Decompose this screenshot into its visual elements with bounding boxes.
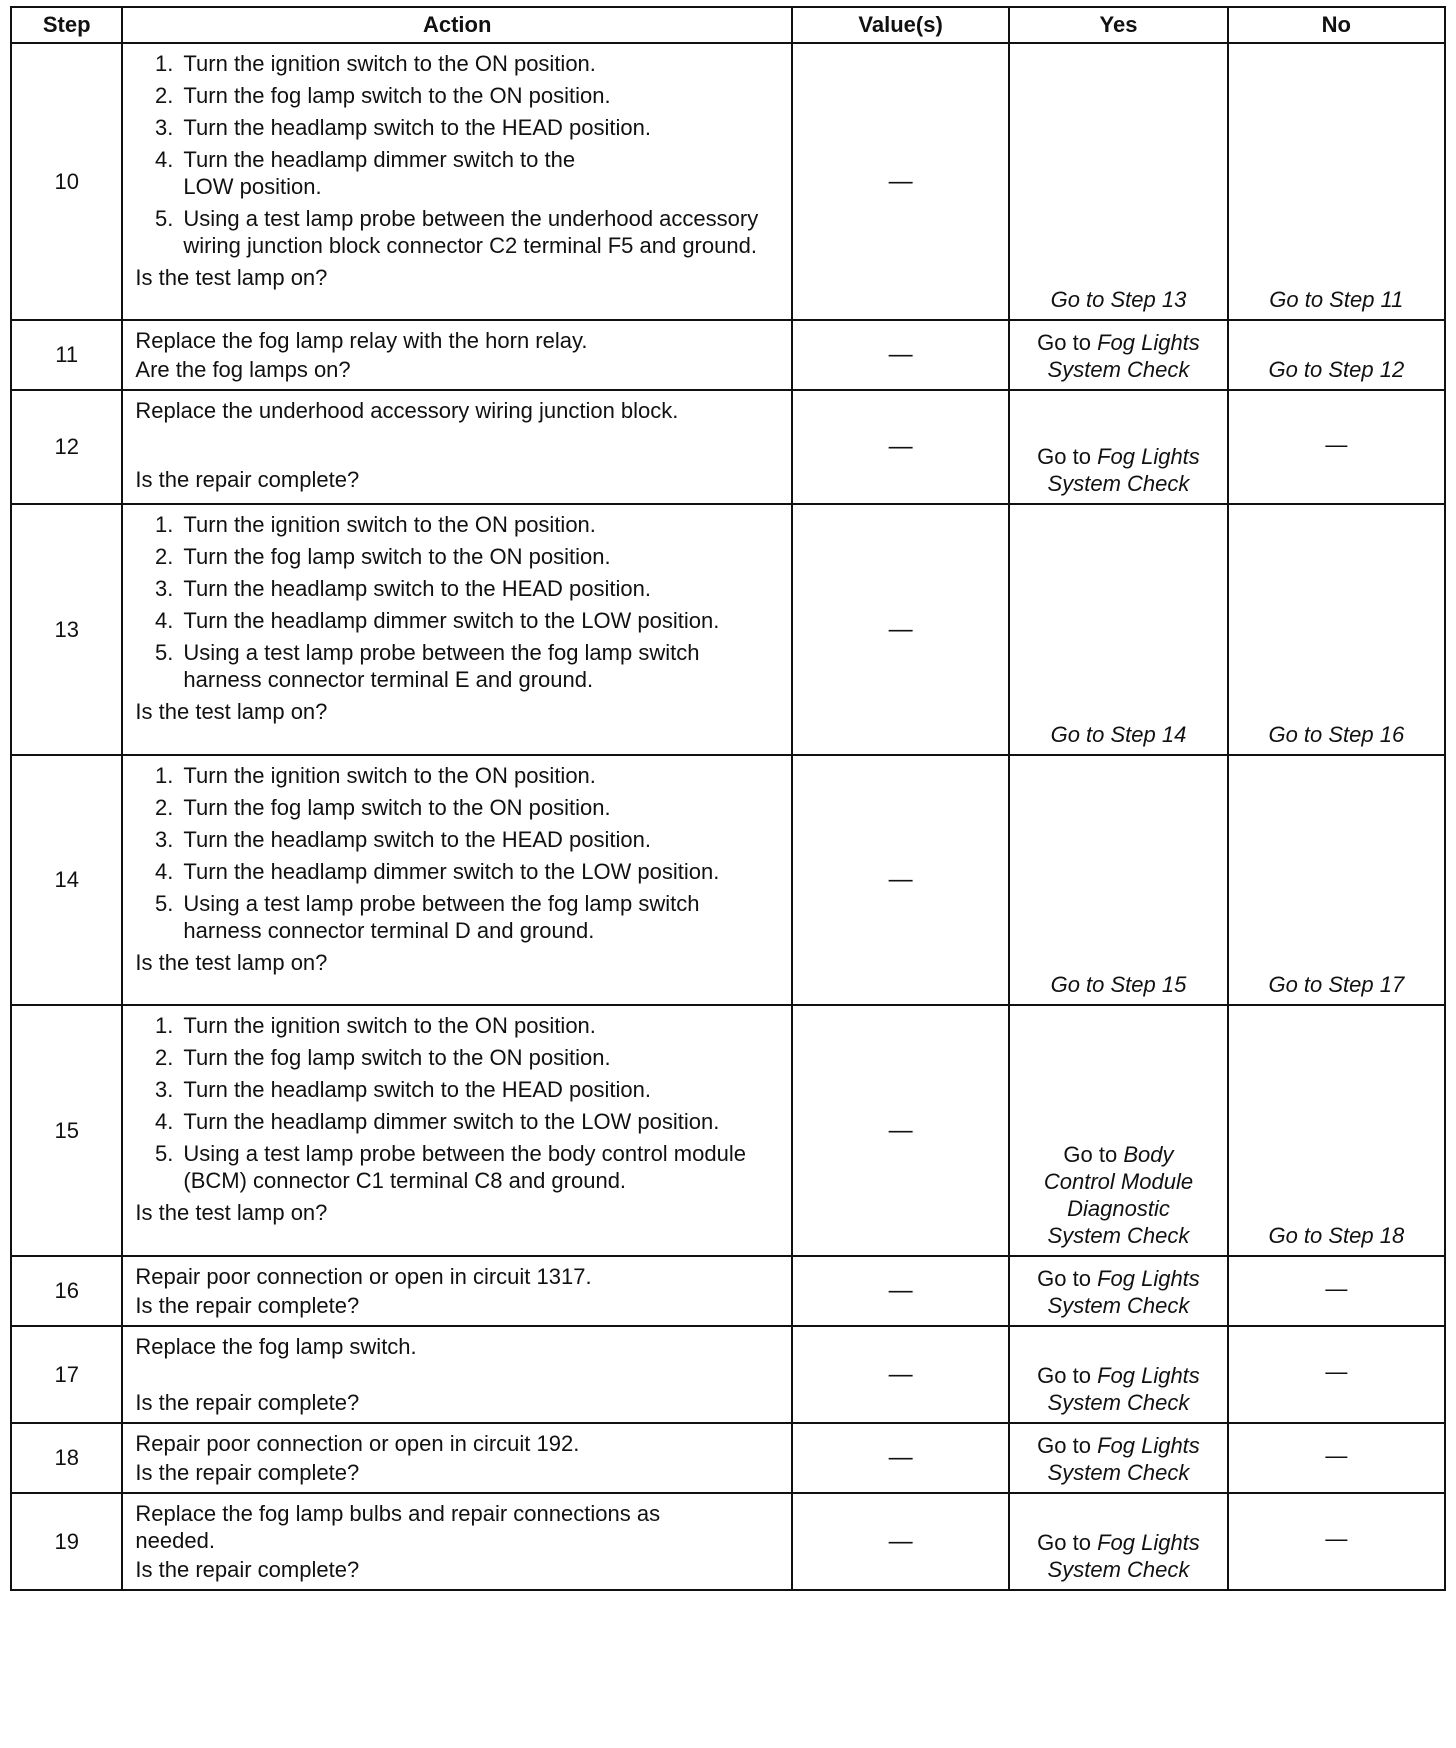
question: Is the test lamp on? (135, 1200, 328, 1225)
header-action: Action (122, 7, 792, 43)
no-cell (1228, 755, 1445, 1005)
list-item: 2. Turn the fog lamp switch to the ON position. (155, 83, 611, 108)
header-no: No (1228, 7, 1445, 43)
yes-cell: Go to Fog Lights System Check (1009, 1256, 1227, 1326)
value-cell: — (792, 1326, 1009, 1423)
table-row (11, 1256, 1445, 1326)
no-cell (1228, 1005, 1445, 1256)
action-cell (122, 1493, 792, 1590)
value-cell: — (792, 1493, 1009, 1590)
question: Are the fog lamps on? (135, 357, 351, 382)
yes-cell: Go to Fog Lights System Check (1009, 390, 1227, 504)
no-link: Go to Step 12 (1268, 357, 1405, 382)
yes-link: Go to Step 15 (1050, 972, 1187, 997)
value-cell: — (792, 43, 1009, 320)
action-list (135, 1012, 781, 1194)
no-cell (1228, 320, 1445, 390)
no-cell: — (1228, 1256, 1445, 1326)
question: Is the test lamp on? (135, 265, 328, 290)
yes-cell: Go to Fog Lights System Check (1009, 1423, 1227, 1493)
list-item: 3. Turn the headlamp switch to the HEAD position. (155, 115, 651, 140)
action-text: Repair poor connection or open in circuit 1317. (135, 1264, 592, 1289)
action-cell (122, 390, 792, 504)
step-number: 12 (11, 390, 122, 504)
action-cell (122, 1256, 792, 1326)
action-cell (122, 1326, 792, 1423)
no-link: Go to Step 16 (1268, 722, 1405, 747)
step-number: 11 (11, 320, 122, 390)
step-number: 18 (11, 1423, 122, 1493)
value-cell: — (792, 1256, 1009, 1326)
yes-cell: Go to Fog Lights System Check (1009, 1493, 1227, 1590)
list-item: 4. Turn the headlamp dimmer switch to the LOW position. (155, 147, 576, 199)
step-number: 15 (11, 1005, 122, 1256)
step-number: 14 (11, 755, 122, 1005)
header-row (11, 7, 1445, 43)
value-cell: — (792, 1005, 1009, 1256)
table-row (11, 390, 1445, 504)
list-item: 4. Turn the headlamp dimmer switch to the LOW position. (155, 1109, 720, 1134)
yes-link: Go to Step 14 (1050, 722, 1187, 747)
table-row (11, 1326, 1445, 1423)
no-cell: — (1228, 1326, 1445, 1423)
no-cell: — (1228, 1493, 1445, 1590)
action-cell (122, 504, 792, 755)
step-number: 10 (11, 43, 122, 320)
table-row (11, 1005, 1445, 1256)
value-cell: — (792, 1423, 1009, 1493)
action-cell (122, 43, 792, 320)
table-row (11, 1423, 1445, 1493)
action-list (135, 511, 781, 693)
step-number: 16 (11, 1256, 122, 1326)
action-text: Replace the fog lamp switch. (135, 1334, 417, 1359)
action-cell (122, 320, 792, 390)
list-item: 5. Using a test lamp probe between the underhood accessory wiring junction block connector C2 terminal F5 and ground. (155, 206, 759, 258)
yes-link: Go to Step 13 (1050, 287, 1187, 312)
value-cell: — (792, 390, 1009, 504)
action-text: Replace the fog lamp bulbs and repair connections as needed. (135, 1501, 661, 1553)
table-row (11, 755, 1445, 1005)
no-cell (1228, 43, 1445, 320)
step-number: 13 (11, 504, 122, 755)
list-item: 5. Using a test lamp probe between the body control module (BCM) connector C1 terminal C8 and ground. (155, 1141, 746, 1193)
action-text: Repair poor connection or open in circuit 192. (135, 1431, 580, 1456)
yes-cell (1009, 43, 1227, 320)
action-text: Replace the underhood accessory wiring junction block. (135, 398, 679, 423)
header-step: Step (11, 7, 122, 43)
list-item: 2. Turn the fog lamp switch to the ON position. (155, 544, 611, 569)
question: Is the repair complete? (135, 1557, 360, 1582)
header-values: Value(s) (792, 7, 1009, 43)
header-yes: Yes (1009, 7, 1227, 43)
list-item: 1. Turn the ignition switch to the ON position. (155, 1013, 596, 1038)
list-item: 5. Using a test lamp probe between the fog lamp switch harness connector terminal D and ground. (155, 891, 700, 943)
table-row (11, 320, 1445, 390)
list-item: 3. Turn the headlamp switch to the HEAD position. (155, 1077, 651, 1102)
action-cell (122, 755, 792, 1005)
action-cell (122, 1423, 792, 1493)
step-number: 19 (11, 1493, 122, 1590)
yes-cell: Go to Body Control Module Diagnostic System Check (1009, 1005, 1227, 1256)
no-link: Go to Step 18 (1268, 1223, 1405, 1248)
yes-cell: Go to Fog Lights System Check (1009, 320, 1227, 390)
list-item: 2. Turn the fog lamp switch to the ON position. (155, 1045, 611, 1070)
list-item: 5. Using a test lamp probe between the fog lamp switch harness connector terminal E and ground. (155, 640, 700, 692)
yes-cell (1009, 504, 1227, 755)
list-item: 1. Turn the ignition switch to the ON position. (155, 51, 596, 76)
table-row (11, 43, 1445, 320)
no-cell: — (1228, 390, 1445, 504)
no-cell: — (1228, 1423, 1445, 1493)
list-item: 3. Turn the headlamp switch to the HEAD position. (155, 576, 651, 601)
question: Is the repair complete? (135, 1293, 360, 1318)
table-row (11, 1493, 1445, 1590)
table-row (11, 504, 1445, 755)
question: Is the test lamp on? (135, 950, 328, 975)
yes-cell (1009, 755, 1227, 1005)
value-cell: — (792, 320, 1009, 390)
action-text: Replace the fog lamp relay with the horn relay. (135, 328, 588, 353)
no-cell (1228, 504, 1445, 755)
list-item: 4. Turn the headlamp dimmer switch to the LOW position. (155, 859, 720, 884)
value-cell: — (792, 504, 1009, 755)
action-list (135, 50, 781, 259)
list-item: 3. Turn the headlamp switch to the HEAD position. (155, 827, 651, 852)
action-list (135, 762, 781, 944)
no-link: Go to Step 11 (1269, 287, 1404, 312)
question: Is the test lamp on? (135, 699, 328, 724)
no-link: Go to Step 17 (1268, 972, 1405, 997)
list-item: 1. Turn the ignition switch to the ON position. (155, 512, 596, 537)
question: Is the repair complete? (135, 1460, 360, 1485)
yes-cell: Go to Fog Lights System Check (1009, 1326, 1227, 1423)
question: Is the repair complete? (135, 1390, 360, 1415)
list-item: 2. Turn the fog lamp switch to the ON position. (155, 795, 611, 820)
diagnostic-table (10, 6, 1446, 1591)
list-item: 1. Turn the ignition switch to the ON position. (155, 763, 596, 788)
action-cell (122, 1005, 792, 1256)
step-number: 17 (11, 1326, 122, 1423)
list-item: 4. Turn the headlamp dimmer switch to the LOW position. (155, 608, 720, 633)
question: Is the repair complete? (135, 467, 360, 492)
value-cell: — (792, 755, 1009, 1005)
